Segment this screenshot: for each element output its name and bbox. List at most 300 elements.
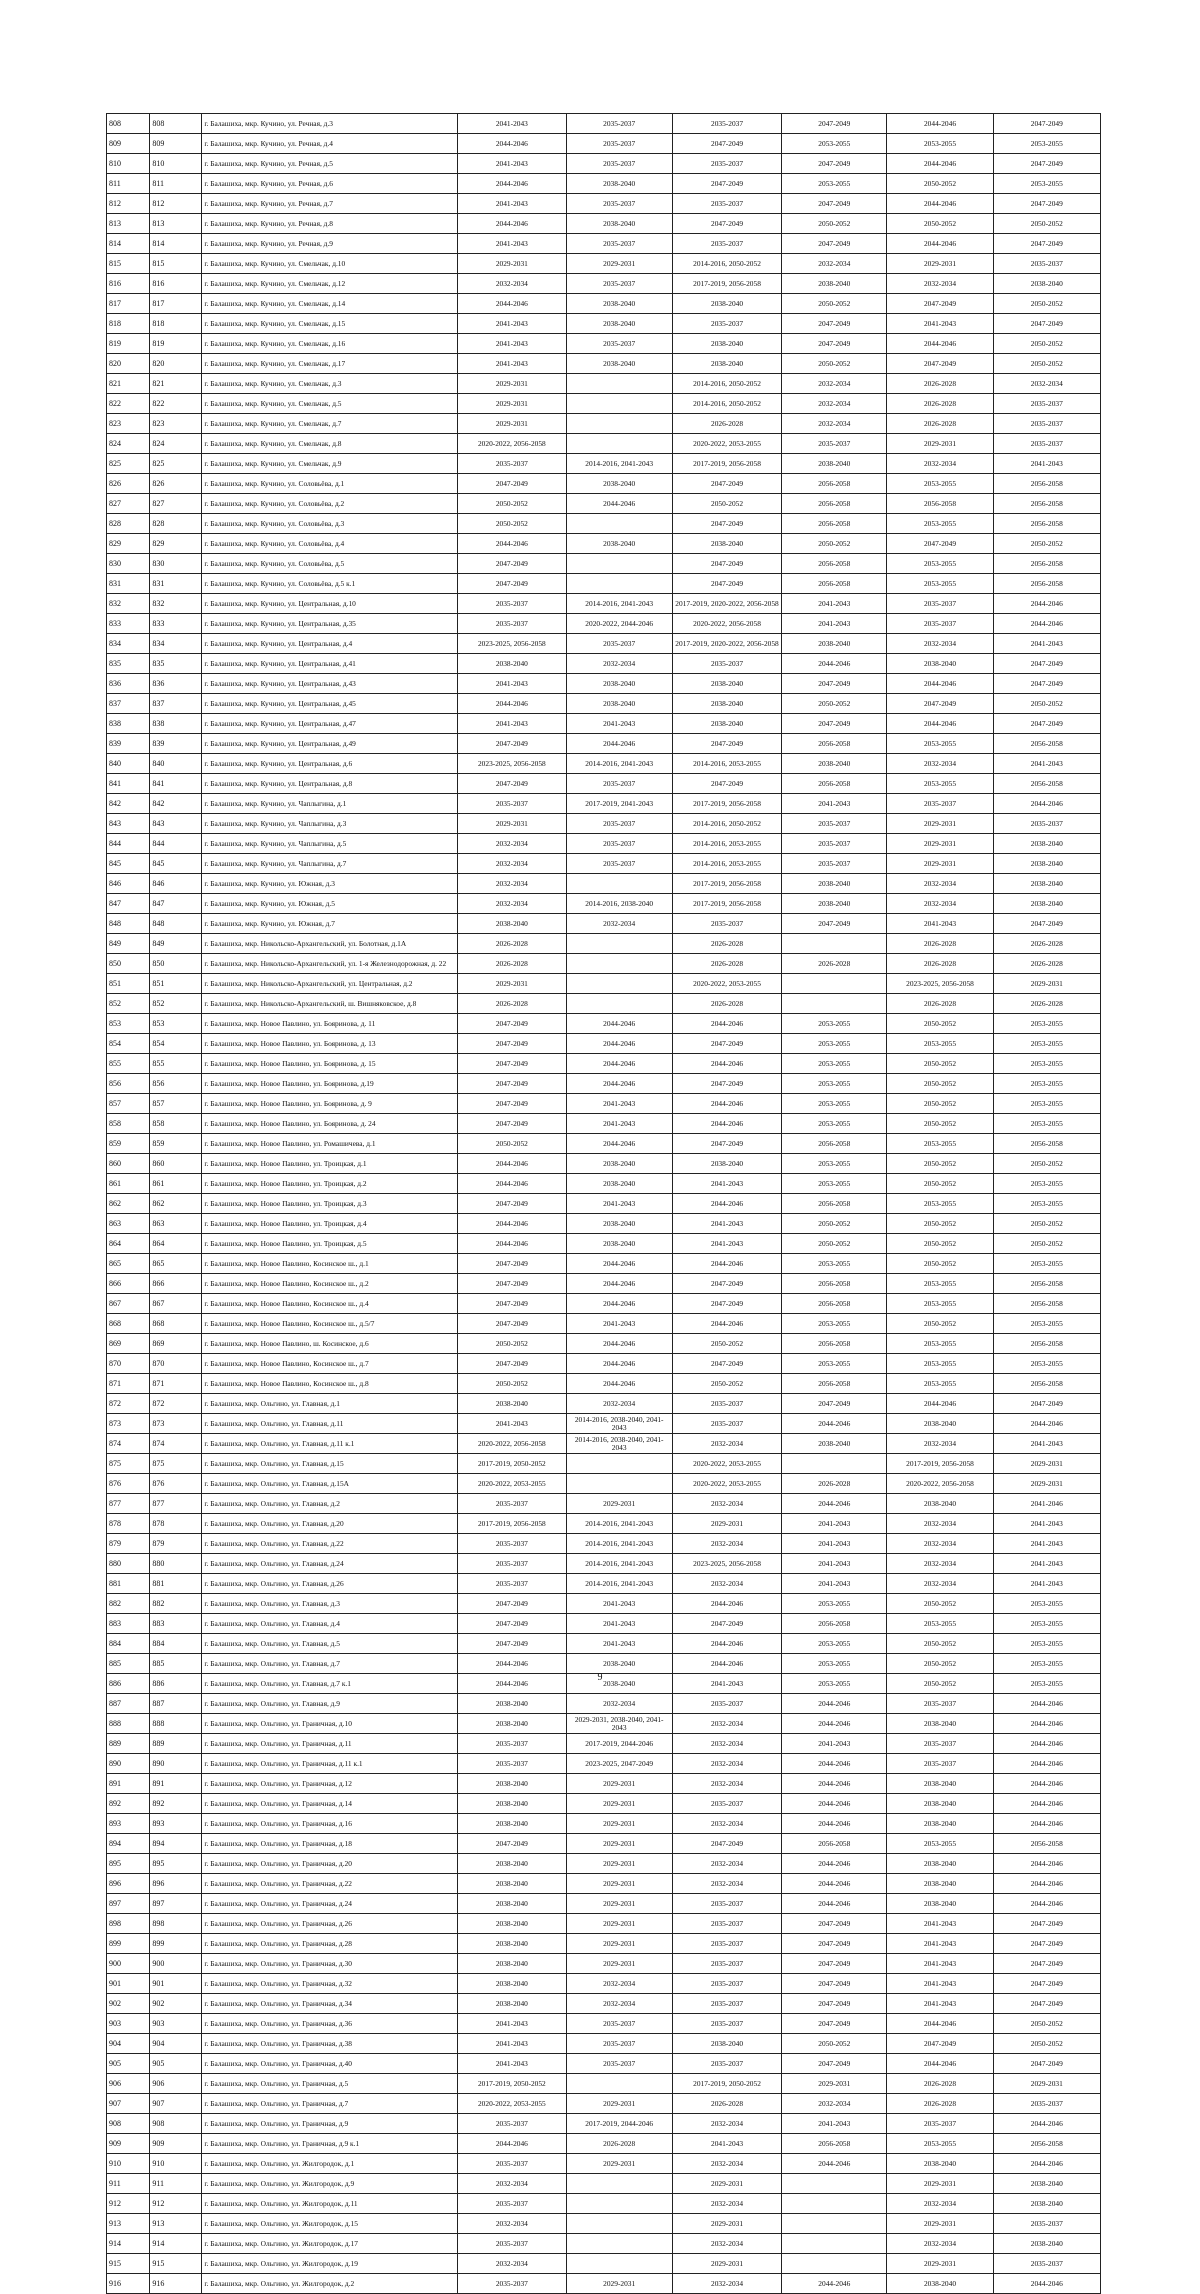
period-cell: 2053-2055 bbox=[782, 1154, 887, 1174]
table-row bbox=[107, 354, 1101, 374]
id-cell: 844 bbox=[150, 834, 202, 854]
address-cell: г. Балашиха, мкр. Кучино, ул. Соловьёва, д.4 bbox=[202, 534, 458, 554]
period-cell: 2026-2028 bbox=[887, 994, 993, 1014]
period-cell: 2035-2037 bbox=[672, 1954, 781, 1974]
row-number-cell: 848 bbox=[107, 914, 150, 934]
id-cell: 897 bbox=[150, 1894, 202, 1914]
row-number-cell: 899 bbox=[107, 1934, 150, 1954]
period-cell: 2050-2052 bbox=[458, 1374, 566, 1394]
address-cell: г. Балашиха, мкр. Ольгино, ул. Жилгородок, д.19 bbox=[202, 2254, 458, 2274]
period-cell: 2029-2031 bbox=[887, 2214, 993, 2234]
row-number-cell: 869 bbox=[107, 1334, 150, 1354]
address-cell: г. Балашиха, мкр. Новое Павлино, Косинское ш., д.1 bbox=[202, 1254, 458, 1274]
period-cell: 2044-2046 bbox=[887, 2054, 993, 2074]
id-cell: 828 bbox=[150, 514, 202, 534]
row-number-cell: 868 bbox=[107, 1314, 150, 1334]
period-cell: 2038-2040 bbox=[887, 1794, 993, 1814]
row-number-cell: 901 bbox=[107, 1974, 150, 1994]
address-cell: г. Балашиха, мкр. Кучино, ул. Смельчак, д.5 bbox=[202, 394, 458, 414]
id-cell: 884 bbox=[150, 1634, 202, 1654]
period-cell: 2053-2055 bbox=[887, 1274, 993, 1294]
address-cell: г. Балашиха, мкр. Новое Павлино, Косинское ш., д.7 bbox=[202, 1354, 458, 1374]
id-cell: 887 bbox=[150, 1694, 202, 1714]
period-cell: 2044-2046 bbox=[458, 174, 566, 194]
period-cell: 2035-2037 bbox=[887, 1694, 993, 1714]
address-cell: г. Балашиха, мкр. Кучино, ул. Чаплыгина, д.1 bbox=[202, 794, 458, 814]
period-cell: 2053-2055 bbox=[887, 514, 993, 534]
period-cell: 2041-2043 bbox=[782, 1574, 887, 1594]
row-number-cell: 843 bbox=[107, 814, 150, 834]
period-cell: 2044-2046 bbox=[993, 2274, 1100, 2294]
period-cell: 2041-2043 bbox=[672, 1674, 781, 1694]
table-row bbox=[107, 454, 1101, 474]
period-cell: 2047-2049 bbox=[993, 194, 1100, 214]
period-cell: 2050-2052 bbox=[993, 1234, 1100, 1254]
period-cell: 2035-2037 bbox=[672, 154, 781, 174]
id-cell: 850 bbox=[150, 954, 202, 974]
row-number-cell: 828 bbox=[107, 514, 150, 534]
table-row bbox=[107, 1794, 1101, 1814]
row-number-cell: 916 bbox=[107, 2274, 150, 2294]
row-number-cell: 913 bbox=[107, 2214, 150, 2234]
period-cell: 2020-2022, 2053-2055 bbox=[672, 1474, 781, 1494]
row-number-cell: 884 bbox=[107, 1634, 150, 1654]
table-row bbox=[107, 854, 1101, 874]
period-cell: 2044-2046 bbox=[782, 1894, 887, 1914]
period-cell: 2038-2040 bbox=[458, 1894, 566, 1914]
period-cell: 2053-2055 bbox=[993, 1634, 1100, 1654]
period-cell: 2047-2049 bbox=[458, 1074, 566, 1094]
period-cell: 2053-2055 bbox=[782, 1174, 887, 1194]
id-cell: 916 bbox=[150, 2274, 202, 2294]
id-cell: 833 bbox=[150, 614, 202, 634]
period-cell: 2035-2037 bbox=[672, 1894, 781, 1914]
period-cell: 2038-2040 bbox=[887, 1854, 993, 1874]
table-row bbox=[107, 474, 1101, 494]
address-cell: г. Балашиха, мкр. Кучино, ул. Центральная, д.41 bbox=[202, 654, 458, 674]
period-cell: 2050-2052 bbox=[782, 694, 887, 714]
period-cell: 2035-2037 bbox=[672, 1994, 781, 2014]
table-row bbox=[107, 1614, 1101, 1634]
address-cell: г. Балашиха, мкр. Ольгино, ул. Главная, д.4 bbox=[202, 1614, 458, 1634]
period-cell: 2014-2016, 2041-2043 bbox=[566, 754, 672, 774]
period-cell: 2047-2049 bbox=[458, 1114, 566, 1134]
id-cell: 845 bbox=[150, 854, 202, 874]
row-number-cell: 851 bbox=[107, 974, 150, 994]
row-number-cell: 871 bbox=[107, 1374, 150, 1394]
period-cell: 2050-2052 bbox=[887, 1214, 993, 1234]
period-cell: 2032-2034 bbox=[458, 2214, 566, 2234]
period-cell: 2038-2040 bbox=[566, 1674, 672, 1694]
period-cell: 2035-2037 bbox=[566, 134, 672, 154]
period-cell: 2050-2052 bbox=[458, 494, 566, 514]
period-cell: 2047-2049 bbox=[993, 714, 1100, 734]
period-cell: 2044-2046 bbox=[887, 154, 993, 174]
period-cell: 2035-2037 bbox=[672, 1394, 781, 1414]
row-number-cell: 808 bbox=[107, 114, 150, 134]
period-cell: 2038-2040 bbox=[672, 694, 781, 714]
period-cell: 2044-2046 bbox=[993, 614, 1100, 634]
period-cell: 2038-2040 bbox=[887, 654, 993, 674]
period-cell: 2044-2046 bbox=[458, 214, 566, 234]
table-row bbox=[107, 1334, 1101, 1354]
period-cell: 2038-2040 bbox=[458, 654, 566, 674]
period-cell: 2047-2049 bbox=[458, 1014, 566, 1034]
period-cell: 2029-2031 bbox=[672, 1514, 781, 1534]
period-cell: 2056-2058 bbox=[782, 514, 887, 534]
period-cell: 2047-2049 bbox=[672, 1034, 781, 1054]
period-cell: 2038-2040 bbox=[672, 714, 781, 734]
row-number-cell: 858 bbox=[107, 1114, 150, 1134]
address-cell: г. Балашиха, мкр. Новое Павлино, Косинское ш., д.8 bbox=[202, 1374, 458, 1394]
period-cell: 2035-2037 bbox=[566, 2034, 672, 2054]
id-cell: 908 bbox=[150, 2114, 202, 2134]
period-cell: 2044-2046 bbox=[993, 794, 1100, 814]
address-cell: г. Балашиха, мкр. Ольгино, ул. Граничная, д.20 bbox=[202, 1854, 458, 1874]
id-cell: 871 bbox=[150, 1374, 202, 1394]
period-cell: 2056-2058 bbox=[782, 1834, 887, 1854]
period-cell: 2029-2031 bbox=[993, 974, 1100, 994]
table-row bbox=[107, 1194, 1101, 1214]
id-cell: 904 bbox=[150, 2034, 202, 2054]
period-cell: 2017-2019, 2050-2052 bbox=[672, 2074, 781, 2094]
period-cell bbox=[782, 2174, 887, 2194]
period-cell: 2053-2055 bbox=[993, 1014, 1100, 1034]
table-row bbox=[107, 1014, 1101, 1034]
period-cell: 2044-2046 bbox=[458, 1214, 566, 1234]
id-cell: 875 bbox=[150, 1454, 202, 1474]
period-cell: 2050-2052 bbox=[993, 354, 1100, 374]
period-cell: 2047-2049 bbox=[782, 1974, 887, 1994]
period-cell: 2044-2046 bbox=[993, 1814, 1100, 1834]
row-number-cell: 896 bbox=[107, 1874, 150, 1894]
period-cell: 2014-2016, 2050-2052 bbox=[672, 254, 781, 274]
row-number-cell: 814 bbox=[107, 234, 150, 254]
period-cell: 2044-2046 bbox=[566, 1014, 672, 1034]
row-number-cell: 881 bbox=[107, 1574, 150, 1594]
row-number-cell: 911 bbox=[107, 2174, 150, 2194]
period-cell: 2056-2058 bbox=[993, 474, 1100, 494]
period-cell: 2029-2031 bbox=[887, 834, 993, 854]
period-cell: 2041-2043 bbox=[993, 1534, 1100, 1554]
period-cell: 2047-2049 bbox=[993, 114, 1100, 134]
period-cell: 2044-2046 bbox=[782, 654, 887, 674]
period-cell: 2047-2049 bbox=[782, 1954, 887, 1974]
address-cell: г. Балашиха, мкр. Ольгино, ул. Граничная, д.7 bbox=[202, 2094, 458, 2114]
table-row bbox=[107, 1454, 1101, 1474]
period-cell: 2047-2049 bbox=[458, 1194, 566, 1214]
table-row bbox=[107, 1914, 1101, 1934]
table-row bbox=[107, 294, 1101, 314]
period-cell: 2056-2058 bbox=[993, 1334, 1100, 1354]
period-cell: 2035-2037 bbox=[458, 2274, 566, 2294]
table-row bbox=[107, 1634, 1101, 1654]
address-cell: г. Балашиха, мкр. Ольгино, ул. Граничная, д.18 bbox=[202, 1834, 458, 1854]
row-number-cell: 856 bbox=[107, 1074, 150, 1094]
period-cell: 2041-2043 bbox=[458, 194, 566, 214]
period-cell bbox=[566, 394, 672, 414]
period-cell: 2026-2028 bbox=[672, 934, 781, 954]
period-cell: 2047-2049 bbox=[458, 1094, 566, 1114]
period-cell: 2056-2058 bbox=[782, 554, 887, 574]
period-cell: 2047-2049 bbox=[458, 1614, 566, 1634]
period-cell: 2032-2034 bbox=[566, 1994, 672, 2014]
schedule-table bbox=[106, 113, 1101, 2294]
period-cell: 2053-2055 bbox=[887, 734, 993, 754]
period-cell: 2032-2034 bbox=[566, 1394, 672, 1414]
period-cell: 2041-2043 bbox=[887, 1914, 993, 1934]
period-cell: 2023-2025, 2056-2058 bbox=[458, 634, 566, 654]
period-cell: 2053-2055 bbox=[782, 1314, 887, 1334]
period-cell: 2044-2046 bbox=[566, 1294, 672, 1314]
period-cell: 2029-2031 bbox=[993, 1454, 1100, 1474]
table-body bbox=[107, 114, 1101, 2294]
period-cell: 2035-2037 bbox=[458, 1754, 566, 1774]
period-cell: 2056-2058 bbox=[887, 494, 993, 514]
period-cell: 2035-2037 bbox=[672, 914, 781, 934]
id-cell: 826 bbox=[150, 474, 202, 494]
period-cell: 2044-2046 bbox=[566, 1354, 672, 1374]
address-cell: г. Балашиха, мкр. Ольгино, ул. Граничная, д.40 bbox=[202, 2054, 458, 2074]
table-row bbox=[107, 1854, 1101, 1874]
period-cell bbox=[566, 954, 672, 974]
row-number-cell: 879 bbox=[107, 1534, 150, 1554]
period-cell: 2032-2034 bbox=[782, 414, 887, 434]
period-cell: 2047-2049 bbox=[672, 574, 781, 594]
period-cell: 2035-2037 bbox=[566, 2054, 672, 2074]
row-number-cell: 836 bbox=[107, 674, 150, 694]
id-cell: 852 bbox=[150, 994, 202, 1014]
id-cell: 861 bbox=[150, 1174, 202, 1194]
period-cell: 2047-2049 bbox=[458, 734, 566, 754]
id-cell: 870 bbox=[150, 1354, 202, 1374]
period-cell: 2038-2040 bbox=[458, 1714, 566, 1734]
period-cell: 2029-2031 bbox=[458, 394, 566, 414]
row-number-cell: 895 bbox=[107, 1854, 150, 1874]
id-cell: 840 bbox=[150, 754, 202, 774]
address-cell: г. Балашиха, мкр. Ольгино, ул. Главная, д.7 bbox=[202, 1654, 458, 1674]
period-cell: 2050-2052 bbox=[887, 174, 993, 194]
address-cell: г. Балашиха, мкр. Кучино, ул. Речная, д.8 bbox=[202, 214, 458, 234]
period-cell: 2032-2034 bbox=[782, 394, 887, 414]
period-cell bbox=[782, 934, 887, 954]
table-row bbox=[107, 274, 1101, 294]
address-cell: г. Балашиха, мкр. Кучино, ул. Смельчак, д.12 bbox=[202, 274, 458, 294]
table-row bbox=[107, 814, 1101, 834]
table-row bbox=[107, 1574, 1101, 1594]
period-cell: 2029-2031 bbox=[566, 1834, 672, 1854]
period-cell: 2020-2022, 2053-2055 bbox=[672, 1454, 781, 1474]
period-cell: 2029-2031 bbox=[566, 1894, 672, 1914]
period-cell: 2053-2055 bbox=[887, 1334, 993, 1354]
period-cell: 2038-2040 bbox=[782, 894, 887, 914]
period-cell: 2035-2037 bbox=[672, 1414, 781, 1434]
id-cell: 825 bbox=[150, 454, 202, 474]
period-cell: 2044-2046 bbox=[458, 1234, 566, 1254]
period-cell: 2038-2040 bbox=[566, 674, 672, 694]
period-cell: 2029-2031 bbox=[566, 1774, 672, 1794]
period-cell: 2032-2034 bbox=[887, 2234, 993, 2254]
row-number-cell: 862 bbox=[107, 1194, 150, 1214]
address-cell: г. Балашиха, мкр. Новое Павлино, ул. Троицкая, д.1 bbox=[202, 1154, 458, 1174]
period-cell: 2029-2031 bbox=[887, 814, 993, 834]
address-cell: г. Балашиха, мкр. Ольгино, ул. Главная, д.5 bbox=[202, 1634, 458, 1654]
table-row bbox=[107, 1474, 1101, 1494]
period-cell: 2026-2028 bbox=[993, 994, 1100, 1014]
id-cell: 863 bbox=[150, 1214, 202, 1234]
period-cell: 2038-2040 bbox=[887, 2154, 993, 2174]
period-cell: 2047-2049 bbox=[782, 194, 887, 214]
period-cell: 2047-2049 bbox=[458, 474, 566, 494]
row-number-cell: 850 bbox=[107, 954, 150, 974]
period-cell: 2047-2049 bbox=[993, 914, 1100, 934]
row-number-cell: 878 bbox=[107, 1514, 150, 1534]
row-number-cell: 820 bbox=[107, 354, 150, 374]
table-row bbox=[107, 1114, 1101, 1134]
period-cell: 2035-2037 bbox=[566, 154, 672, 174]
table-row bbox=[107, 654, 1101, 674]
period-cell: 2041-2043 bbox=[672, 1174, 781, 1194]
row-number-cell: 835 bbox=[107, 654, 150, 674]
period-cell: 2047-2049 bbox=[458, 1634, 566, 1654]
id-cell: 910 bbox=[150, 2154, 202, 2174]
id-cell: 818 bbox=[150, 314, 202, 334]
period-cell: 2035-2037 bbox=[458, 1574, 566, 1594]
period-cell: 2041-2043 bbox=[566, 1314, 672, 1334]
period-cell: 2041-2043 bbox=[458, 114, 566, 134]
id-cell: 829 bbox=[150, 534, 202, 554]
period-cell: 2035-2037 bbox=[782, 434, 887, 454]
period-cell: 2050-2052 bbox=[887, 1094, 993, 1114]
period-cell: 2041-2043 bbox=[782, 1514, 887, 1534]
period-cell: 2056-2058 bbox=[782, 1334, 887, 1354]
period-cell bbox=[782, 2194, 887, 2214]
period-cell: 2041-2043 bbox=[782, 794, 887, 814]
period-cell: 2047-2049 bbox=[672, 1134, 781, 1154]
period-cell: 2029-2031 bbox=[566, 254, 672, 274]
table-row bbox=[107, 554, 1101, 574]
period-cell: 2038-2040 bbox=[458, 1814, 566, 1834]
period-cell: 2038-2040 bbox=[566, 314, 672, 334]
period-cell: 2029-2031 bbox=[566, 1934, 672, 1954]
table-row bbox=[107, 594, 1101, 614]
period-cell: 2047-2049 bbox=[672, 474, 781, 494]
address-cell: г. Балашиха, мкр. Новое Павлино, ул. Бояринова, д. 11 bbox=[202, 1014, 458, 1034]
id-cell: 824 bbox=[150, 434, 202, 454]
period-cell: 2053-2055 bbox=[887, 1354, 993, 1374]
period-cell: 2032-2034 bbox=[887, 634, 993, 654]
period-cell: 2029-2031 bbox=[672, 2174, 781, 2194]
id-cell: 905 bbox=[150, 2054, 202, 2074]
row-number-cell: 810 bbox=[107, 154, 150, 174]
row-number-cell: 889 bbox=[107, 1734, 150, 1754]
period-cell: 2038-2040 bbox=[993, 874, 1100, 894]
period-cell: 2032-2034 bbox=[672, 2194, 781, 2214]
period-cell: 2044-2046 bbox=[782, 1874, 887, 1894]
period-cell: 2038-2040 bbox=[993, 2234, 1100, 2254]
period-cell: 2017-2019, 2056-2058 bbox=[458, 1514, 566, 1534]
period-cell: 2032-2034 bbox=[672, 1774, 781, 1794]
period-cell: 2041-2043 bbox=[782, 614, 887, 634]
id-cell: 810 bbox=[150, 154, 202, 174]
period-cell: 2044-2046 bbox=[458, 1674, 566, 1694]
table-row bbox=[107, 1734, 1101, 1754]
period-cell: 2035-2037 bbox=[566, 114, 672, 134]
table-row bbox=[107, 1294, 1101, 1314]
table-row bbox=[107, 1214, 1101, 1234]
period-cell: 2053-2055 bbox=[993, 1094, 1100, 1114]
period-cell: 2038-2040 bbox=[458, 1854, 566, 1874]
period-cell: 2053-2055 bbox=[887, 134, 993, 154]
period-cell: 2050-2052 bbox=[782, 214, 887, 234]
id-cell: 907 bbox=[150, 2094, 202, 2114]
address-cell: г. Балашиха, мкр. Ольгино, ул. Главная, д.11 к.1 bbox=[202, 1434, 458, 1454]
id-cell: 898 bbox=[150, 1914, 202, 1934]
period-cell: 2044-2046 bbox=[782, 2154, 887, 2174]
period-cell: 2035-2037 bbox=[566, 2014, 672, 2034]
period-cell: 2047-2049 bbox=[458, 1274, 566, 1294]
period-cell: 2047-2049 bbox=[458, 1054, 566, 1074]
period-cell: 2056-2058 bbox=[782, 1194, 887, 1214]
period-cell bbox=[566, 574, 672, 594]
period-cell: 2038-2040 bbox=[566, 214, 672, 234]
period-cell: 2047-2049 bbox=[782, 1394, 887, 1414]
address-cell: г. Балашиха, мкр. Ольгино, ул. Граничная, д.26 bbox=[202, 1914, 458, 1934]
address-cell: г. Балашиха, мкр. Ольгино, ул. Главная, д.22 bbox=[202, 1534, 458, 1554]
period-cell: 2044-2046 bbox=[672, 1094, 781, 1114]
period-cell: 2044-2046 bbox=[566, 1274, 672, 1294]
period-cell: 2035-2037 bbox=[993, 254, 1100, 274]
period-cell: 2035-2037 bbox=[993, 2214, 1100, 2234]
period-cell: 2032-2034 bbox=[672, 1814, 781, 1834]
id-cell: 906 bbox=[150, 2074, 202, 2094]
period-cell: 2044-2046 bbox=[458, 1154, 566, 1174]
period-cell: 2038-2040 bbox=[887, 1894, 993, 1914]
period-cell: 2053-2055 bbox=[782, 1254, 887, 1274]
period-cell: 2056-2058 bbox=[993, 1294, 1100, 1314]
period-cell bbox=[566, 2234, 672, 2254]
period-cell: 2014-2016, 2053-2055 bbox=[672, 854, 781, 874]
address-cell: г. Балашиха, мкр. Ольгино, ул. Жилгородок, д.2 bbox=[202, 2274, 458, 2294]
row-number-cell: 915 bbox=[107, 2254, 150, 2274]
row-number-cell: 904 bbox=[107, 2034, 150, 2054]
address-cell: г. Балашиха, мкр. Кучино, ул. Смельчак, д.14 bbox=[202, 294, 458, 314]
period-cell: 2044-2046 bbox=[566, 1034, 672, 1054]
address-cell: г. Балашиха, мкр. Кучино, ул. Соловьёва, д.3 bbox=[202, 514, 458, 534]
table-row bbox=[107, 1374, 1101, 1394]
period-cell: 2035-2037 bbox=[993, 814, 1100, 834]
row-number-cell: 841 bbox=[107, 774, 150, 794]
period-cell: 2029-2031 bbox=[782, 2074, 887, 2094]
address-cell: г. Балашиха, мкр. Кучино, ул. Смельчак, д.9 bbox=[202, 454, 458, 474]
id-cell: 835 bbox=[150, 654, 202, 674]
period-cell: 2044-2046 bbox=[993, 2154, 1100, 2174]
id-cell: 874 bbox=[150, 1434, 202, 1454]
address-cell: г. Балашиха, мкр. Кучино, ул. Соловьёва, д.5 bbox=[202, 554, 458, 574]
period-cell: 2041-2043 bbox=[458, 714, 566, 734]
period-cell: 2047-2049 bbox=[672, 214, 781, 234]
period-cell: 2032-2034 bbox=[887, 2194, 993, 2214]
period-cell: 2050-2052 bbox=[993, 534, 1100, 554]
period-cell: 2038-2040 bbox=[566, 354, 672, 374]
period-cell: 2044-2046 bbox=[782, 1694, 887, 1714]
period-cell: 2026-2028 bbox=[566, 2134, 672, 2154]
row-number-cell: 882 bbox=[107, 1594, 150, 1614]
period-cell: 2017-2019, 2056-2058 bbox=[672, 874, 781, 894]
period-cell: 2050-2052 bbox=[782, 1214, 887, 1234]
period-cell: 2056-2058 bbox=[782, 774, 887, 794]
period-cell: 2041-2043 bbox=[566, 1634, 672, 1654]
